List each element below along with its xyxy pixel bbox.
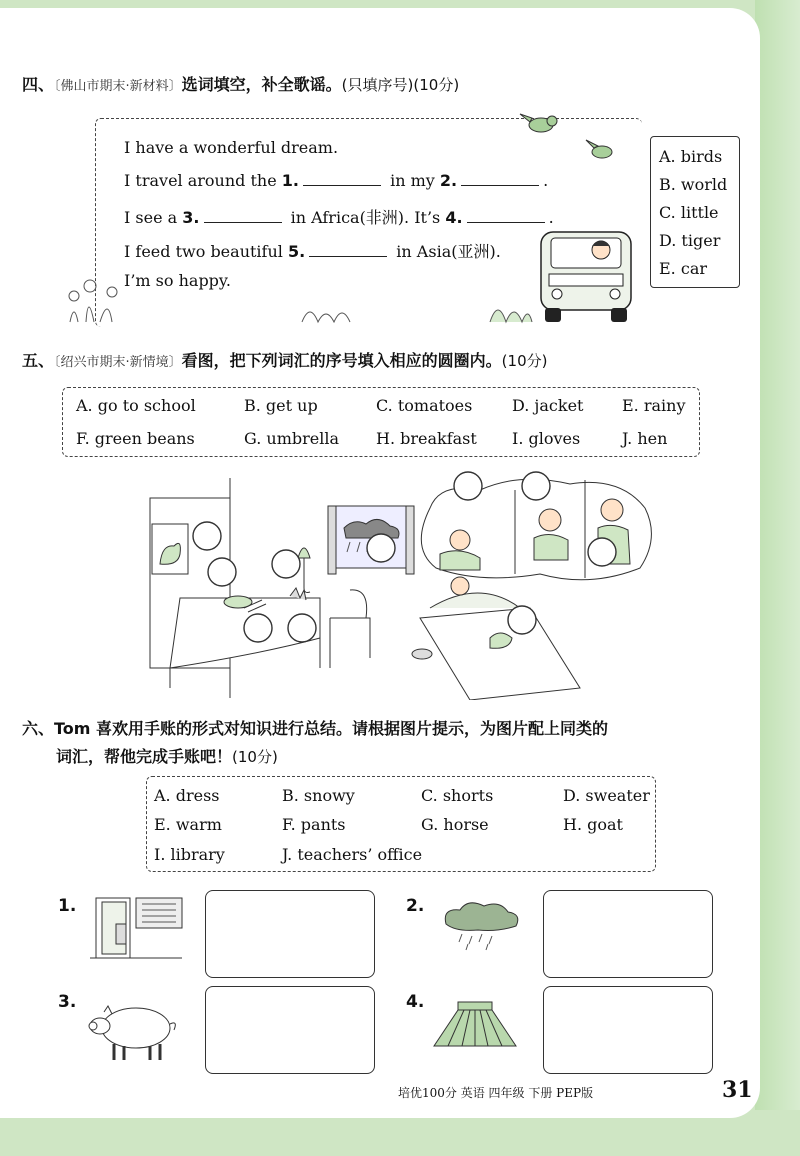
grass-decoration-icon	[300, 300, 360, 324]
section6-title-line2	[56, 744, 278, 767]
blank-2[interactable]	[461, 171, 539, 186]
poem-line-2-middle: in my	[390, 171, 435, 190]
blank-number-5: 5.	[287, 242, 306, 261]
room-scene-illustration	[140, 468, 660, 700]
rain-cloud-icon	[438, 898, 522, 952]
option-c-little: C. little	[659, 203, 719, 222]
option-a-birds: A. birds	[659, 147, 723, 166]
bird-icon	[584, 138, 620, 164]
section5-points: (10分)	[501, 352, 548, 370]
poem-line-1: I have a wonderful dream.	[124, 138, 339, 157]
poem-line-4-text: I feed two beautiful	[124, 242, 283, 261]
option-f-pants: F. pants	[282, 815, 346, 834]
grass-decoration-icon	[488, 296, 534, 324]
section4-instruction: 选词填空，补全歌谣。	[181, 75, 342, 94]
blank-5[interactable]	[309, 242, 387, 257]
classroom-door-icon	[88, 894, 184, 960]
blank-4[interactable]	[467, 208, 545, 223]
blank-3[interactable]	[204, 208, 282, 223]
answer-box-1[interactable]	[205, 890, 375, 978]
poem-line-3	[124, 205, 554, 228]
bird-icon	[516, 108, 566, 138]
option-i-gloves: I. gloves	[512, 429, 581, 448]
answer-box-3[interactable]	[205, 986, 375, 1074]
option-b-snowy: B. snowy	[282, 786, 355, 805]
option-h-breakfast: H. breakfast	[376, 429, 477, 448]
section5-instruction: 看图，把下列词汇的序号填入相应的圆圈内。	[181, 351, 502, 370]
option-a-dress: A. dress	[154, 786, 220, 805]
pig-icon	[84, 994, 180, 1064]
poem-line-3-middle: in Africa(非洲). It’s	[290, 208, 441, 227]
option-j-teachers-office: J. teachers’ office	[282, 845, 423, 864]
section4-tag: 〔佛山市期末·新材料〕	[54, 79, 182, 94]
option-c-tomatoes: C. tomatoes	[376, 396, 473, 415]
option-a-go-to-school: A. go to school	[76, 396, 196, 415]
option-e-rainy: E. rainy	[622, 396, 686, 415]
poem-line-2	[124, 171, 548, 190]
option-b-get-up: B. get up	[244, 396, 318, 415]
option-d-jacket: D. jacket	[512, 396, 584, 415]
section4-points: (10分)	[413, 76, 460, 94]
page-edge-decoration	[755, 0, 800, 1156]
option-g-umbrella: G. umbrella	[244, 429, 339, 448]
question-number-1: 1.	[58, 896, 77, 916]
section5-number: 五、	[22, 351, 55, 370]
section4-title	[22, 72, 459, 95]
poem-line-4-end: in Asia(亚洲).	[396, 242, 501, 261]
option-d-tiger: D. tiger	[659, 231, 721, 250]
question-number-2: 2.	[406, 896, 425, 916]
section4-note: (只填序号)	[341, 76, 414, 94]
section6-points: (10分)	[232, 748, 278, 766]
blank-number-1: 1.	[281, 171, 300, 190]
option-c-shorts: C. shorts	[421, 786, 494, 805]
flower-decoration-icon	[60, 272, 130, 324]
blank-number-3: 3.	[182, 208, 200, 227]
poem-line-4	[124, 239, 501, 262]
period: .	[543, 171, 549, 190]
blank-1[interactable]	[303, 171, 381, 186]
section4-number: 四、	[22, 75, 55, 94]
section6-title: 六、Tom 喜欢用手账的形式对知识进行总结。请根据图片提示，为图片配上同类的	[22, 719, 609, 738]
skirt-icon	[428, 1000, 522, 1050]
option-d-sweater: D. sweater	[563, 786, 650, 805]
blank-number-4: 4.	[445, 208, 463, 227]
option-f-green-beans: F. green beans	[76, 429, 195, 448]
option-e-warm: E. warm	[154, 815, 222, 834]
car-illustration	[535, 222, 637, 326]
page-number: 31	[722, 1077, 753, 1103]
section5-tag: 〔绍兴市期末·新情境〕	[54, 355, 182, 370]
section6-title2: 词汇，帮他完成手账吧！	[56, 747, 233, 766]
option-h-goat: H. goat	[563, 815, 623, 834]
blank-number-2: 2.	[439, 171, 458, 190]
poem-line-5: I’m so happy.	[124, 271, 231, 290]
period: .	[548, 208, 554, 227]
poem-line-2-text: I travel around the	[124, 171, 277, 190]
section5-title	[22, 348, 547, 371]
question-number-3: 3.	[58, 992, 77, 1012]
option-g-horse: G. horse	[421, 815, 489, 834]
answer-box-2[interactable]	[543, 890, 713, 978]
footer-book-info: 培优100分 英语 四年级 下册 PEP版	[398, 1086, 594, 1100]
answer-box-4[interactable]	[543, 986, 713, 1074]
option-j-hen: J. hen	[622, 429, 668, 448]
option-b-world: B. world	[659, 175, 728, 194]
question-number-4: 4.	[406, 992, 425, 1012]
option-e-car: E. car	[659, 259, 707, 278]
poem-line-3-text: I see a	[124, 208, 178, 227]
option-i-library: I. library	[154, 845, 225, 864]
